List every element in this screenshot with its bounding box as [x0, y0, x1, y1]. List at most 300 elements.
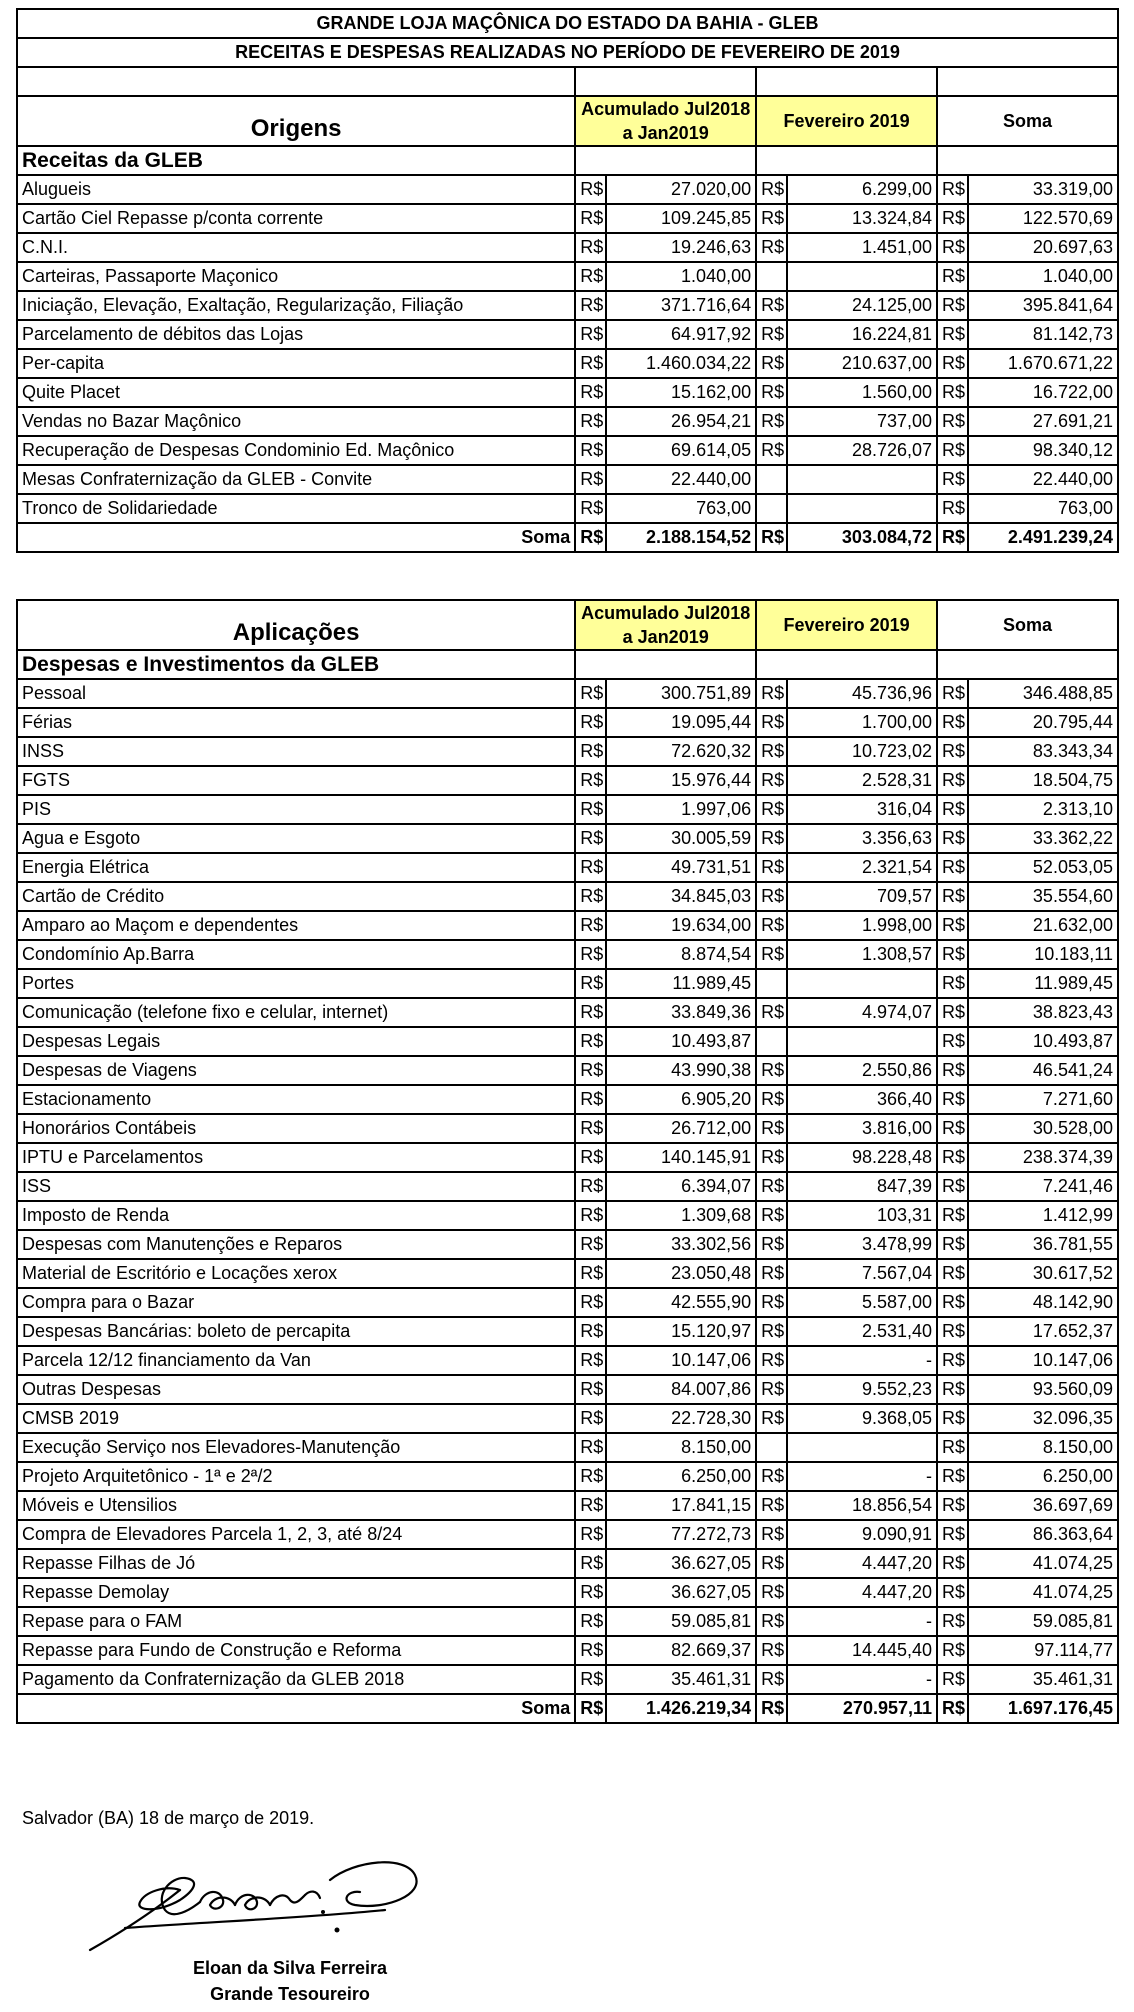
- value-month: 13.324,84: [787, 204, 937, 233]
- table-row: [17, 1172, 1118, 1201]
- value-month: 4.447,20: [787, 1549, 937, 1578]
- row-label: Parcelamento de débitos das Lojas: [17, 320, 575, 349]
- value-sum: 6.250,00: [968, 1462, 1118, 1491]
- currency-symbol: R$: [575, 1578, 606, 1607]
- row-label: Parcela 12/12 financiamento da Van: [17, 1346, 575, 1375]
- currency-symbol: R$: [756, 523, 787, 552]
- value-accumulated: 35.461,31: [606, 1665, 756, 1694]
- table-row: [17, 795, 1118, 824]
- currency-symbol: R$: [756, 911, 787, 940]
- currency-symbol: R$: [575, 465, 606, 494]
- value-sum: 395.841,64: [968, 291, 1118, 320]
- table-row: [17, 378, 1118, 407]
- currency-symbol: R$: [575, 795, 606, 824]
- table-row: [17, 998, 1118, 1027]
- currency-symbol: R$: [937, 969, 968, 998]
- value-month: -: [787, 1665, 937, 1694]
- currency-symbol: R$: [937, 407, 968, 436]
- currency-symbol: R$: [756, 1520, 787, 1549]
- currency-symbol: R$: [937, 175, 968, 204]
- row-label: Pessoal: [17, 679, 575, 708]
- value-accumulated: 34.845,03: [606, 882, 756, 911]
- row-label: Projeto Arquitetônico - 1ª e 2ª/2: [17, 1462, 575, 1491]
- row-label: Compra de Elevadores Parcela 1, 2, 3, até 8/24: [17, 1520, 575, 1549]
- value-accumulated: 19.634,00: [606, 911, 756, 940]
- currency-symbol: R$: [575, 1056, 606, 1085]
- value-sum: 22.440,00: [968, 465, 1118, 494]
- currency-symbol: R$: [756, 998, 787, 1027]
- currency-symbol: R$: [575, 1491, 606, 1520]
- value-month: 366,40: [787, 1085, 937, 1114]
- value-sum: 346.488,85: [968, 679, 1118, 708]
- column-header-accumulated: Acumulado Jul2018 a Jan2019: [575, 600, 756, 650]
- currency-symbol: R$: [937, 233, 968, 262]
- table-row: [17, 1520, 1118, 1549]
- row-label: Outras Despesas: [17, 1375, 575, 1404]
- currency-symbol: [756, 494, 787, 523]
- currency-symbol: R$: [937, 204, 968, 233]
- value-month: 316,04: [787, 795, 937, 824]
- signer-title: Grande Tesoureiro: [210, 1984, 370, 2004]
- currency-symbol: R$: [937, 708, 968, 737]
- currency-symbol: R$: [937, 1462, 968, 1491]
- currency-symbol: R$: [575, 378, 606, 407]
- table-row: [17, 708, 1118, 737]
- currency-symbol: R$: [937, 911, 968, 940]
- currency-symbol: R$: [937, 1607, 968, 1636]
- currency-symbol: R$: [575, 1433, 606, 1462]
- value-sum: 41.074,25: [968, 1578, 1118, 1607]
- value-month: 45.736,96: [787, 679, 937, 708]
- currency-symbol: R$: [756, 1230, 787, 1259]
- currency-symbol: R$: [937, 1201, 968, 1230]
- currency-symbol: R$: [937, 1259, 968, 1288]
- currency-symbol: R$: [756, 436, 787, 465]
- row-label: Cartão Ciel Repasse p/conta corrente: [17, 204, 575, 233]
- applications-table: [16, 599, 1119, 1724]
- table-row: [17, 1607, 1118, 1636]
- value-accumulated: 8.150,00: [606, 1433, 756, 1462]
- value-month: 847,39: [787, 1172, 937, 1201]
- currency-symbol: R$: [937, 824, 968, 853]
- value-month: -: [787, 1462, 937, 1491]
- currency-symbol: R$: [937, 1056, 968, 1085]
- value-accumulated: 26.712,00: [606, 1114, 756, 1143]
- currency-symbol: R$: [575, 1027, 606, 1056]
- currency-symbol: R$: [575, 1230, 606, 1259]
- currency-symbol: R$: [937, 940, 968, 969]
- row-label: Material de Escritório e Locações xerox: [17, 1259, 575, 1288]
- value-sum: 10.147,06: [968, 1346, 1118, 1375]
- total-sum: 1.697.176,45: [968, 1694, 1118, 1723]
- value-accumulated: 763,00: [606, 494, 756, 523]
- currency-symbol: R$: [756, 378, 787, 407]
- currency-symbol: R$: [756, 1085, 787, 1114]
- value-sum: 33.319,00: [968, 175, 1118, 204]
- row-label: Repasse para Fundo de Construção e Reforma: [17, 1636, 575, 1665]
- table-row: [17, 911, 1118, 940]
- value-month: 2.528,31: [787, 766, 937, 795]
- table-row: [17, 1114, 1118, 1143]
- row-label: Férias: [17, 708, 575, 737]
- value-month: 4.447,20: [787, 1578, 937, 1607]
- value-month: 103,31: [787, 1201, 937, 1230]
- currency-symbol: R$: [937, 1694, 968, 1723]
- report-subtitle: RECEITAS E DESPESAS REALIZADAS NO PERÍODO DE FEVEREIRO DE 2019: [17, 38, 1118, 67]
- value-accumulated: 15.162,00: [606, 378, 756, 407]
- report-title: GRANDE LOJA MAÇÔNICA DO ESTADO DA BAHIA - GLEB: [17, 9, 1118, 38]
- row-label: Repasse Demolay: [17, 1578, 575, 1607]
- currency-symbol: [756, 1433, 787, 1462]
- row-label: INSS: [17, 737, 575, 766]
- value-month: 2.550,86: [787, 1056, 937, 1085]
- table-row: [17, 737, 1118, 766]
- currency-symbol: R$: [575, 291, 606, 320]
- table-row: [17, 291, 1118, 320]
- value-accumulated: 8.874,54: [606, 940, 756, 969]
- currency-symbol: [756, 262, 787, 291]
- table-row: [17, 1491, 1118, 1520]
- value-sum: 98.340,12: [968, 436, 1118, 465]
- total-month: 303.084,72: [787, 523, 937, 552]
- value-month: 98.228,48: [787, 1143, 937, 1172]
- value-accumulated: 82.669,37: [606, 1636, 756, 1665]
- value-accumulated: 36.627,05: [606, 1549, 756, 1578]
- value-accumulated: 64.917,92: [606, 320, 756, 349]
- currency-symbol: R$: [937, 378, 968, 407]
- table-row: [17, 1665, 1118, 1694]
- signature-image: [85, 1850, 445, 1960]
- row-label: Amparo ao Maçom e dependentes: [17, 911, 575, 940]
- row-label: Mesas Confraternização da GLEB - Convite: [17, 465, 575, 494]
- table-row: [17, 1143, 1118, 1172]
- row-label: Repasse Filhas de Jó: [17, 1549, 575, 1578]
- value-accumulated: 1.997,06: [606, 795, 756, 824]
- row-label: CMSB 2019: [17, 1404, 575, 1433]
- currency-symbol: R$: [756, 1114, 787, 1143]
- value-month: 3.816,00: [787, 1114, 937, 1143]
- currency-symbol: R$: [937, 436, 968, 465]
- currency-symbol: R$: [937, 1578, 968, 1607]
- table-row: [17, 1375, 1118, 1404]
- table-row: [17, 1085, 1118, 1114]
- value-accumulated: 15.976,44: [606, 766, 756, 795]
- value-accumulated: 10.493,87: [606, 1027, 756, 1056]
- value-sum: 52.053,05: [968, 853, 1118, 882]
- signer-block: [175, 1955, 405, 2007]
- currency-symbol: R$: [756, 1607, 787, 1636]
- currency-symbol: R$: [937, 1375, 968, 1404]
- currency-symbol: R$: [756, 882, 787, 911]
- row-label: Tronco de Solidariedade: [17, 494, 575, 523]
- currency-symbol: R$: [756, 1201, 787, 1230]
- row-label: ISS: [17, 1172, 575, 1201]
- value-month: 1.998,00: [787, 911, 937, 940]
- currency-symbol: R$: [756, 1346, 787, 1375]
- value-accumulated: 42.555,90: [606, 1288, 756, 1317]
- row-label: Agua e Esgoto: [17, 824, 575, 853]
- value-month: 14.445,40: [787, 1636, 937, 1665]
- report-sheet: [16, 8, 1119, 1724]
- value-month: 1.451,00: [787, 233, 937, 262]
- table-row: [17, 1549, 1118, 1578]
- value-sum: 48.142,90: [968, 1288, 1118, 1317]
- value-sum: 1.670.671,22: [968, 349, 1118, 378]
- currency-symbol: R$: [575, 1694, 606, 1723]
- row-label: Despesas de Viagens: [17, 1056, 575, 1085]
- value-sum: 7.271,60: [968, 1085, 1118, 1114]
- currency-symbol: R$: [937, 262, 968, 291]
- value-month: 9.090,91: [787, 1520, 937, 1549]
- value-month: 1.560,00: [787, 378, 937, 407]
- row-label: Imposto de Renda: [17, 1201, 575, 1230]
- currency-symbol: R$: [575, 1375, 606, 1404]
- table-row: [17, 204, 1118, 233]
- table-row: [17, 1230, 1118, 1259]
- currency-symbol: R$: [575, 1172, 606, 1201]
- column-header-sum: Soma: [937, 96, 1118, 146]
- value-sum: 30.617,52: [968, 1259, 1118, 1288]
- table-row: [17, 436, 1118, 465]
- value-accumulated: 11.989,45: [606, 969, 756, 998]
- value-month: [787, 262, 937, 291]
- value-accumulated: 77.272,73: [606, 1520, 756, 1549]
- currency-symbol: R$: [575, 1085, 606, 1114]
- currency-symbol: R$: [756, 853, 787, 882]
- row-label: Honorários Contábeis: [17, 1114, 575, 1143]
- value-sum: 11.989,45: [968, 969, 1118, 998]
- value-month: -: [787, 1346, 937, 1375]
- currency-symbol: R$: [575, 824, 606, 853]
- table-row: [17, 824, 1118, 853]
- value-sum: 83.343,34: [968, 737, 1118, 766]
- value-accumulated: 22.440,00: [606, 465, 756, 494]
- row-label: Energia Elétrica: [17, 853, 575, 882]
- currency-symbol: R$: [937, 291, 968, 320]
- value-accumulated: 6.250,00: [606, 1462, 756, 1491]
- column-header-month: Fevereiro 2019: [756, 600, 937, 650]
- currency-symbol: R$: [756, 204, 787, 233]
- value-month: [787, 494, 937, 523]
- value-sum: 97.114,77: [968, 1636, 1118, 1665]
- value-accumulated: 49.731,51: [606, 853, 756, 882]
- currency-symbol: R$: [937, 1143, 968, 1172]
- value-sum: 81.142,73: [968, 320, 1118, 349]
- currency-symbol: R$: [937, 1549, 968, 1578]
- value-sum: 35.554,60: [968, 882, 1118, 911]
- value-sum: 21.632,00: [968, 911, 1118, 940]
- origins-heading: Origens: [17, 96, 575, 146]
- value-month: 1.308,57: [787, 940, 937, 969]
- currency-symbol: R$: [937, 1520, 968, 1549]
- currency-symbol: R$: [575, 969, 606, 998]
- value-sum: 238.374,39: [968, 1143, 1118, 1172]
- currency-symbol: R$: [937, 1346, 968, 1375]
- value-sum: 2.313,10: [968, 795, 1118, 824]
- currency-symbol: R$: [937, 679, 968, 708]
- row-label: Despesas Bancárias: boleto de percapita: [17, 1317, 575, 1346]
- table-row: [17, 233, 1118, 262]
- row-label: IPTU e Parcelamentos: [17, 1143, 575, 1172]
- value-month: 1.700,00: [787, 708, 937, 737]
- currency-symbol: R$: [937, 998, 968, 1027]
- value-sum: 20.795,44: [968, 708, 1118, 737]
- value-accumulated: 36.627,05: [606, 1578, 756, 1607]
- table-row: [17, 465, 1118, 494]
- row-label: Alugueis: [17, 175, 575, 204]
- value-accumulated: 6.394,07: [606, 1172, 756, 1201]
- currency-symbol: R$: [756, 233, 787, 262]
- value-accumulated: 1.309,68: [606, 1201, 756, 1230]
- total-row: [17, 1694, 1118, 1723]
- value-month: 4.974,07: [787, 998, 937, 1027]
- section-title-revenues: Receitas da GLEB: [17, 146, 575, 175]
- row-label: Compra para o Bazar: [17, 1288, 575, 1317]
- table-row: [17, 1433, 1118, 1462]
- value-month: 3.356,63: [787, 824, 937, 853]
- table-row: [17, 1288, 1118, 1317]
- table-row: [17, 1317, 1118, 1346]
- value-accumulated: 19.095,44: [606, 708, 756, 737]
- currency-symbol: R$: [937, 795, 968, 824]
- row-label: Pagamento da Confraternização da GLEB 2018: [17, 1665, 575, 1694]
- row-label: C.N.I.: [17, 233, 575, 262]
- currency-symbol: R$: [756, 1665, 787, 1694]
- value-month: 16.224,81: [787, 320, 937, 349]
- value-month: -: [787, 1607, 937, 1636]
- value-accumulated: 1.460.034,22: [606, 349, 756, 378]
- currency-symbol: R$: [756, 1578, 787, 1607]
- value-month: 737,00: [787, 407, 937, 436]
- currency-symbol: R$: [756, 1143, 787, 1172]
- value-accumulated: 33.849,36: [606, 998, 756, 1027]
- currency-symbol: R$: [937, 882, 968, 911]
- row-label: Vendas no Bazar Maçônico: [17, 407, 575, 436]
- column-header-month: Fevereiro 2019: [756, 96, 937, 146]
- currency-symbol: R$: [937, 494, 968, 523]
- table-row: [17, 969, 1118, 998]
- currency-symbol: R$: [756, 1694, 787, 1723]
- value-month: 28.726,07: [787, 436, 937, 465]
- currency-symbol: R$: [756, 795, 787, 824]
- value-accumulated: 109.245,85: [606, 204, 756, 233]
- value-accumulated: 43.990,38: [606, 1056, 756, 1085]
- currency-symbol: R$: [756, 737, 787, 766]
- table-row: [17, 320, 1118, 349]
- origins-table: [16, 8, 1119, 553]
- value-accumulated: 10.147,06: [606, 1346, 756, 1375]
- value-accumulated: 6.905,20: [606, 1085, 756, 1114]
- row-label: Comunicação (telefone fixo e celular, internet): [17, 998, 575, 1027]
- value-sum: 7.241,46: [968, 1172, 1118, 1201]
- currency-symbol: R$: [756, 1056, 787, 1085]
- value-accumulated: 1.040,00: [606, 262, 756, 291]
- row-label: Per-capita: [17, 349, 575, 378]
- currency-symbol: R$: [937, 1636, 968, 1665]
- currency-symbol: R$: [575, 766, 606, 795]
- row-label: Condomínio Ap.Barra: [17, 940, 575, 969]
- table-row: [17, 853, 1118, 882]
- value-sum: 8.150,00: [968, 1433, 1118, 1462]
- table-row: [17, 1346, 1118, 1375]
- table-row: [17, 1056, 1118, 1085]
- currency-symbol: R$: [756, 1549, 787, 1578]
- currency-symbol: R$: [575, 1288, 606, 1317]
- value-sum: 763,00: [968, 494, 1118, 523]
- table-row: [17, 175, 1118, 204]
- total-row: [17, 523, 1118, 552]
- value-sum: 41.074,25: [968, 1549, 1118, 1578]
- section-title-expenses: Despesas e Investimentos da GLEB: [17, 650, 575, 679]
- value-month: 9.552,23: [787, 1375, 937, 1404]
- currency-symbol: R$: [575, 1143, 606, 1172]
- currency-symbol: R$: [575, 1636, 606, 1665]
- value-sum: 59.085,81: [968, 1607, 1118, 1636]
- value-accumulated: 15.120,97: [606, 1317, 756, 1346]
- value-month: 9.368,05: [787, 1404, 937, 1433]
- value-month: 2.531,40: [787, 1317, 937, 1346]
- currency-symbol: R$: [575, 523, 606, 552]
- row-label: Iniciação, Elevação, Exaltação, Regularização, Filiação: [17, 291, 575, 320]
- value-sum: 33.362,22: [968, 824, 1118, 853]
- table-row: [17, 1636, 1118, 1665]
- value-month: 18.856,54: [787, 1491, 937, 1520]
- table-row: [17, 1462, 1118, 1491]
- currency-symbol: R$: [756, 349, 787, 378]
- currency-symbol: R$: [937, 1230, 968, 1259]
- currency-symbol: R$: [575, 1346, 606, 1375]
- value-sum: 10.183,11: [968, 940, 1118, 969]
- currency-symbol: R$: [575, 320, 606, 349]
- currency-symbol: R$: [575, 436, 606, 465]
- value-month: [787, 1027, 937, 1056]
- currency-symbol: R$: [756, 766, 787, 795]
- row-label: Cartão de Crédito: [17, 882, 575, 911]
- currency-symbol: R$: [575, 911, 606, 940]
- currency-symbol: R$: [575, 1114, 606, 1143]
- currency-symbol: R$: [756, 1636, 787, 1665]
- value-accumulated: 26.954,21: [606, 407, 756, 436]
- value-accumulated: 17.841,15: [606, 1491, 756, 1520]
- currency-symbol: R$: [937, 349, 968, 378]
- currency-symbol: R$: [756, 1462, 787, 1491]
- table-row: [17, 882, 1118, 911]
- currency-symbol: R$: [937, 1404, 968, 1433]
- table-row: [17, 349, 1118, 378]
- currency-symbol: R$: [937, 1317, 968, 1346]
- row-label: Móveis e Utensilios: [17, 1491, 575, 1520]
- currency-symbol: R$: [756, 1375, 787, 1404]
- table-row: [17, 262, 1118, 291]
- currency-symbol: R$: [937, 465, 968, 494]
- row-label: Despesas com Manutenções e Reparos: [17, 1230, 575, 1259]
- currency-symbol: R$: [575, 708, 606, 737]
- value-sum: 86.363,64: [968, 1520, 1118, 1549]
- column-header-sum: Soma: [937, 600, 1118, 650]
- value-accumulated: 371.716,64: [606, 291, 756, 320]
- value-month: 24.125,00: [787, 291, 937, 320]
- row-label: Recuperação de Despesas Condominio Ed. Maçônico: [17, 436, 575, 465]
- row-label: PIS: [17, 795, 575, 824]
- currency-symbol: R$: [575, 998, 606, 1027]
- currency-symbol: R$: [756, 1288, 787, 1317]
- currency-symbol: R$: [756, 679, 787, 708]
- value-month: 3.478,99: [787, 1230, 937, 1259]
- value-sum: 38.823,43: [968, 998, 1118, 1027]
- currency-symbol: R$: [575, 349, 606, 378]
- value-month: [787, 1433, 937, 1462]
- currency-symbol: R$: [575, 737, 606, 766]
